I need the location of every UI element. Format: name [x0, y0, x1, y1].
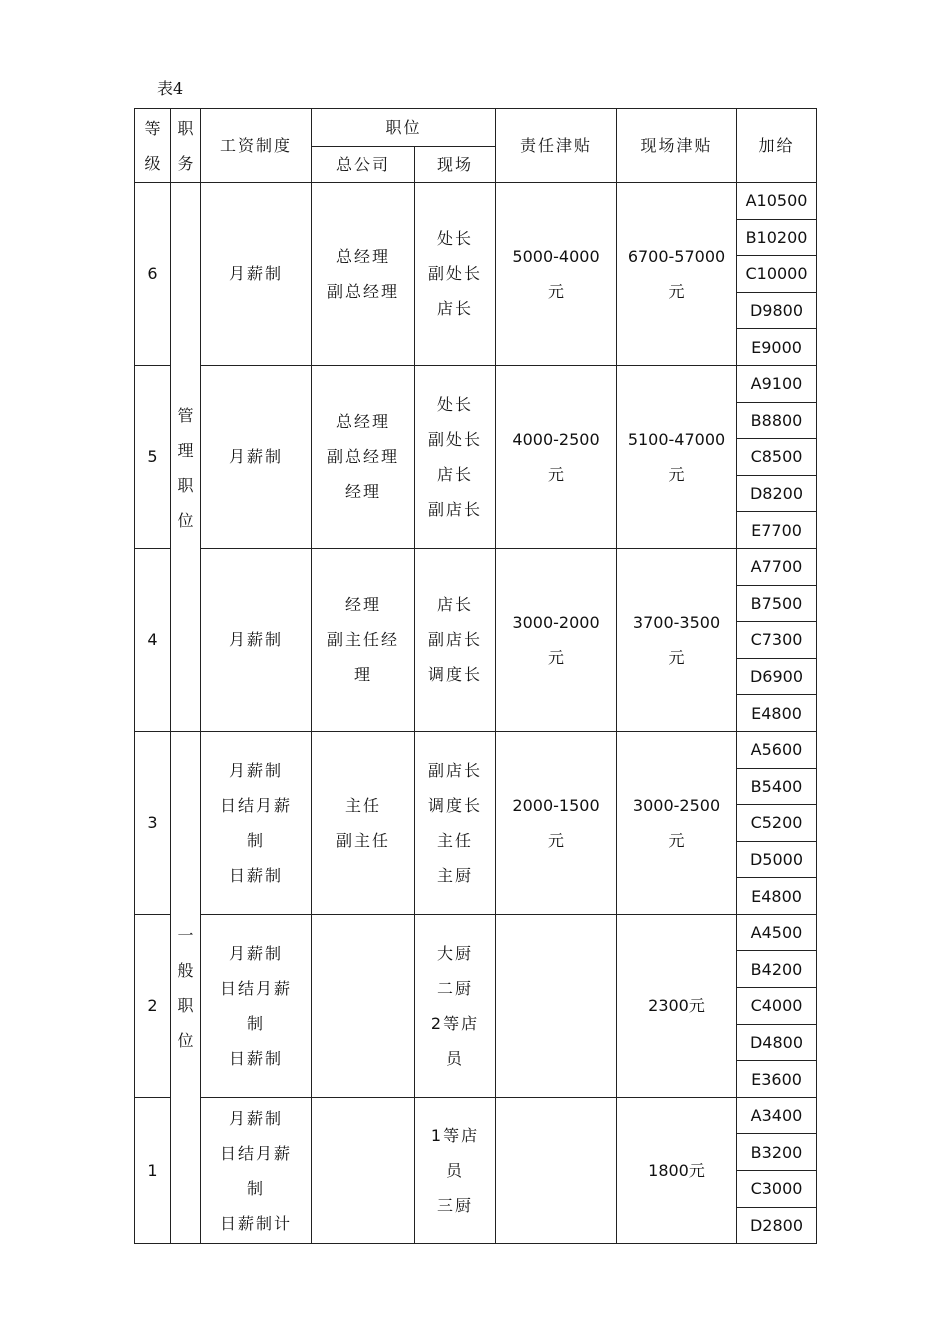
bonus-cell: C8500 [737, 439, 817, 476]
bonus-cell: A9100 [737, 365, 817, 402]
bonus-cell: D8200 [737, 475, 817, 512]
site-allowance-cell: 6700-57000 元 [617, 183, 737, 366]
bonus-cell: E4800 [737, 878, 817, 915]
bonus-cell: A10500 [737, 183, 817, 220]
position-hq-cell: 主任 副主任 [312, 731, 415, 914]
bonus-cell: B4200 [737, 951, 817, 988]
bonus-cell: A3400 [737, 1097, 817, 1134]
bonus-cell: E7700 [737, 512, 817, 549]
bonus-cell: C5200 [737, 805, 817, 842]
bonus-cell: D2800 [737, 1207, 817, 1244]
bonus-cell: C10000 [737, 256, 817, 293]
bonus-cell: E9000 [737, 329, 817, 366]
header-bonus: 加给 [737, 109, 817, 183]
site-allowance-cell: 2300元 [617, 914, 737, 1097]
wage-system-cell: 月薪制 日结月薪 制 日薪制 [201, 914, 312, 1097]
header-wage-system: 工资制度 [201, 109, 312, 183]
bonus-cell: B10200 [737, 219, 817, 256]
responsibility-allowance-cell: 2000-1500 元 [496, 731, 617, 914]
bonus-cell: E4800 [737, 695, 817, 732]
header-duty: 职 务 [171, 109, 201, 183]
responsibility-allowance-cell: 4000-2500 元 [496, 365, 617, 548]
responsibility-allowance-cell: 5000-4000 元 [496, 183, 617, 366]
grade-cell: 3 [135, 731, 171, 914]
wage-system-cell: 月薪制 [201, 365, 312, 548]
header-grade: 等 级 [135, 109, 171, 183]
bonus-cell: A7700 [737, 548, 817, 585]
bonus-cell: A4500 [737, 914, 817, 951]
site-allowance-cell: 1800元 [617, 1097, 737, 1243]
site-allowance-cell: 5100-47000 元 [617, 365, 737, 548]
grade-cell: 6 [135, 183, 171, 366]
position-site-cell: 大厨 二厨 2等店 员 [415, 914, 496, 1097]
site-allowance-cell: 3700-3500 元 [617, 548, 737, 731]
bonus-cell: B7500 [737, 585, 817, 622]
duty-spacer [171, 183, 201, 366]
bonus-cell: B3200 [737, 1134, 817, 1171]
duty-general-cell: 一 般 职 位 [171, 731, 201, 1243]
header-site-allowance: 现场津贴 [617, 109, 737, 183]
bonus-cell: D9800 [737, 292, 817, 329]
position-site-cell: 处长 副处长 店长 副店长 [415, 365, 496, 548]
position-site-cell: 1等店 员 三厨 [415, 1097, 496, 1243]
bonus-cell: B8800 [737, 402, 817, 439]
position-hq-cell: 总经理 副总经理 [312, 183, 415, 366]
position-hq-cell: 经理 副主任经 理 [312, 548, 415, 731]
wage-system-cell: 月薪制 [201, 183, 312, 366]
responsibility-allowance-cell [496, 1097, 617, 1243]
bonus-cell: C4000 [737, 988, 817, 1025]
duty-management-cell: 管 理 职 位 [171, 365, 201, 731]
header-position: 职位 [312, 109, 496, 147]
bonus-cell: D5000 [737, 841, 817, 878]
wage-system-cell: 月薪制 [201, 548, 312, 731]
bonus-cell: D6900 [737, 658, 817, 695]
position-hq-cell [312, 1097, 415, 1243]
bonus-cell: C3000 [737, 1171, 817, 1208]
wage-system-cell: 月薪制 日结月薪 制 日薪制计 [201, 1097, 312, 1243]
responsibility-allowance-cell: 3000-2000 元 [496, 548, 617, 731]
header-position-hq: 总公司 [312, 147, 415, 183]
header-responsibility-allowance: 责任津贴 [496, 109, 617, 183]
position-site-cell: 副店长 调度长 主任 主厨 [415, 731, 496, 914]
bonus-cell: B5400 [737, 768, 817, 805]
position-site-cell: 店长 副店长 调度长 [415, 548, 496, 731]
bonus-cell: D4800 [737, 1024, 817, 1061]
grade-cell: 2 [135, 914, 171, 1097]
bonus-cell: C7300 [737, 622, 817, 659]
salary-grade-table [134, 108, 817, 1244]
wage-system-cell: 月薪制 日结月薪 制 日薪制 [201, 731, 312, 914]
position-hq-cell [312, 914, 415, 1097]
grade-cell: 5 [135, 365, 171, 548]
position-hq-cell: 总经理 副总经理 经理 [312, 365, 415, 548]
responsibility-allowance-cell [496, 914, 617, 1097]
header-position-site: 现场 [415, 147, 496, 183]
position-site-cell: 处长 副处长 店长 [415, 183, 496, 366]
table-caption: 表4 [157, 79, 184, 98]
bonus-cell: E3600 [737, 1061, 817, 1098]
grade-cell: 1 [135, 1097, 171, 1243]
site-allowance-cell: 3000-2500 元 [617, 731, 737, 914]
grade-cell: 4 [135, 548, 171, 731]
bonus-cell: A5600 [737, 731, 817, 768]
